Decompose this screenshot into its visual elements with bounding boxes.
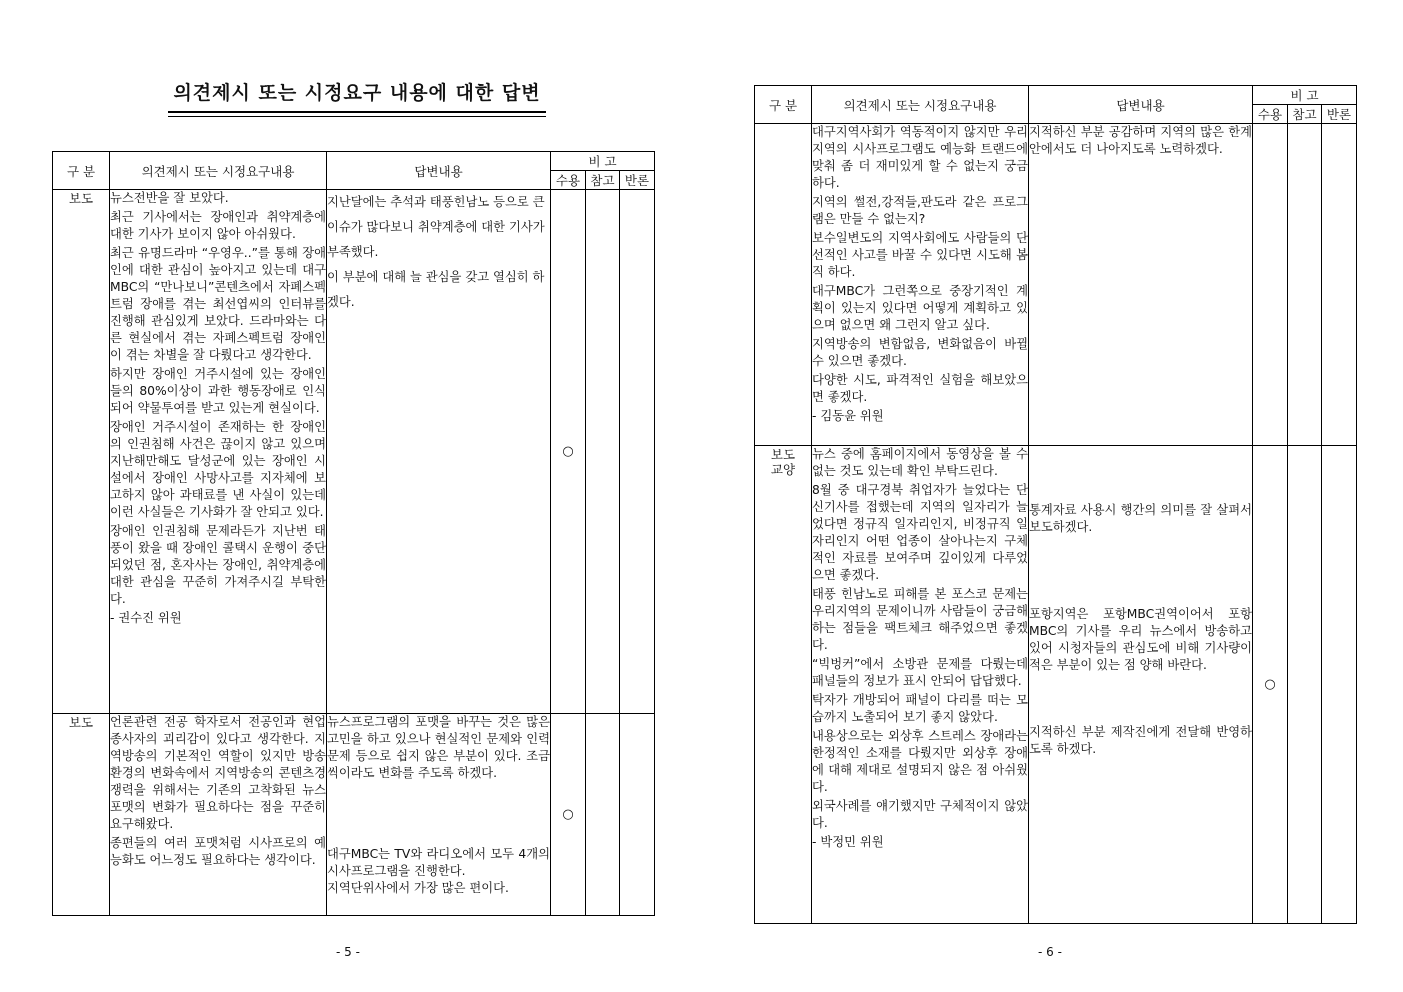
row-category bbox=[755, 124, 812, 446]
reference-cell bbox=[1288, 446, 1322, 924]
reject-cell bbox=[620, 714, 655, 916]
left-page-title-block bbox=[168, 78, 546, 117]
header-reject: 반론 bbox=[1322, 105, 1357, 124]
opinion-paragraph: 태풍 힌남노로 피해를 본 포스코 문제는 우리지역의 문제이니까 사람들이 궁금해 하는 점들을 팩트체크 해주었으면 좋겠다. bbox=[812, 587, 1028, 652]
answer-paragraph: 지적하신 부분 공감하며 지역의 많은 한계안에서도 더 나아지도록 노력하겠다. bbox=[1029, 125, 1252, 156]
opinion-paragraph: “빅벙커”에서 소방관 문제를 다뤘는데 패널들의 정보가 표시 안되어 답답했다. bbox=[812, 657, 1028, 688]
header-accept: 수용 bbox=[1253, 105, 1288, 124]
opinion-paragraph: 내용상으로는 외상후 스트레스 장애라는 한정적인 소재를 다뤘지만 외상후 장애에 대해 제대로 설명되지 않은 점 아쉬웠다. bbox=[812, 729, 1028, 794]
reference-cell bbox=[586, 190, 620, 714]
opinion-cell bbox=[812, 124, 1029, 446]
header-accept: 수용 bbox=[551, 171, 586, 190]
opinion-paragraph: 최근 기사에서는 장애인과 취약계층에 대한 기사가 보이지 않아 아쉬웠다. bbox=[110, 210, 326, 241]
opinion-paragraph: 대구MBC가 그런쪽으로 중장기적인 계획이 있는지 있다면 어떻게 계획하고 있으며 없으면 왜 그런지 알고 싶다. bbox=[812, 284, 1028, 332]
answer-paragraph: 통계자료 사용시 행간의 의미를 잘 살펴서 보도하겠다. bbox=[1029, 503, 1252, 534]
row-category: 보도 bbox=[53, 190, 110, 714]
opinion-paragraph: 최근 유명드라마 “우영우..”를 통해 장애인에 대한 관심이 높아지고 있는데 대구MBC의 “만나보니”콘텐츠에서 자폐스펙트럼 장애를 겪는 최선엽씨의 인터뷰를 진행해 관심있게 보았다. 드라마와는 다른 현실에서 겪는 자폐스펙트럼 장애인이 겪는 차별을 잘 다뤘다고 생각한다. bbox=[110, 246, 326, 362]
table-row bbox=[53, 190, 655, 714]
title-underline-thin bbox=[168, 116, 546, 117]
reject-cell bbox=[1322, 124, 1357, 446]
opinion-paragraph: 탁자가 개방되어 패널이 다리를 떠는 모습까지 노출되어 보기 좋지 않았다. bbox=[812, 693, 1028, 724]
header-opinion: 의견제시 또는 시정요구내용 bbox=[110, 152, 327, 190]
opinion-paragraph: 보수일변도의 지역사회에도 사람들의 단선적인 사고를 바꿀 수 있다면 시도해 봄직 하다. bbox=[812, 231, 1028, 279]
reference-cell bbox=[586, 714, 620, 916]
page-number: - 6 - bbox=[1038, 945, 1062, 959]
row-category: 보도 교양 bbox=[755, 446, 812, 924]
reject-cell bbox=[620, 190, 655, 714]
answer-paragraph: 뉴스프로그램의 포맷을 바꾸는 것은 많은 고민을 하고 있으나 현실적인 문제와 인력문제 등으로 쉽지 않은 부분이 있다. 조금씩이라도 변화를 주도록 하겠다. bbox=[327, 715, 550, 780]
committee-member: - 김동윤 위원 bbox=[812, 409, 884, 423]
opinion-cell bbox=[110, 714, 327, 916]
opinion-paragraph: 8월 중 대구경북 취업자가 늘었다는 단신기사를 접했는데 지역의 일자리가 늘었다면 정규직 일자리인지, 비정규직 일자리인지 어떤 업종이 살아나는지 구체적인 자료를 보여주며 깊이있게 다루었으면 좋겠다. bbox=[812, 483, 1028, 582]
opinion-paragraph: 지역의 썰전,강적들,판도라 같은 프로그램은 만들 수 없는지? bbox=[812, 195, 1028, 226]
opinion-paragraph: 종편들의 여러 포맷처럼 시사프로의 예능화도 어느정도 필요하다는 생각이다. bbox=[110, 836, 326, 867]
accept-mark: ○ bbox=[1253, 446, 1288, 924]
left-response-table bbox=[52, 151, 655, 916]
answer-cell bbox=[327, 714, 551, 916]
opinion-paragraph: 장애인 인권침해 문제라든가 지난번 태풍이 왔을 때 장애인 콜택시 운행이 중단되었던 점, 혼자사는 장애인, 취약계층에 대한 관심을 꾸준히 가져주시길 부탁한다. bbox=[110, 524, 326, 606]
answer-paragraph: 지적하신 부분 제작진에게 전달해 반영하도록 하겠다. bbox=[1029, 725, 1252, 756]
answer-paragraph: 이 부분에 대해 늘 관심을 갖고 열심히 하겠다. bbox=[327, 270, 545, 309]
answer-paragraph: 지역단위사에서 가장 많은 편이다. bbox=[327, 881, 509, 895]
opinion-paragraph: 대구지역사회가 역동적이지 않지만 우리지역의 시사프로그램도 예능화 트랜드에 맞춰 좀 더 재미있게 할 수 없는지 궁금하다. bbox=[812, 125, 1028, 190]
answer-paragraph: 지난달에는 추석과 태풍힌남노 등으로 큰 이슈가 많다보니 취약계층에 대한 기사가 부족했다. bbox=[327, 195, 545, 259]
header-answer: 답변내용 bbox=[1029, 86, 1253, 124]
accept-mark: ○ bbox=[551, 714, 586, 916]
opinion-paragraph: 다양한 시도, 파격적인 실험을 해보았으면 좋겠다. bbox=[812, 373, 1028, 404]
header-reference: 참고 bbox=[586, 171, 620, 190]
opinion-paragraph: 외국사례를 얘기했지만 구체적이지 않았다. bbox=[812, 799, 1028, 830]
table-row bbox=[755, 124, 1357, 446]
answer-cell bbox=[1029, 124, 1253, 446]
reference-cell bbox=[1288, 124, 1322, 446]
header-remarks: 비 고 bbox=[551, 152, 655, 171]
answer-paragraph: 포항지역은 포항MBC권역이어서 포항MBC의 기사를 우리 뉴스에서 방송하고 있어 시청자들의 관심도에 비해 기사량이 적은 부분이 있는 점 양해 바란다. bbox=[1029, 607, 1252, 672]
right-response-table bbox=[754, 85, 1357, 924]
reject-cell bbox=[1322, 446, 1357, 924]
header-remarks: 비 고 bbox=[1253, 86, 1357, 105]
opinion-paragraph: 장애인 거주시설이 존재하는 한 장애인의 인권침해 사건은 끊이지 않고 있으며 지난해만해도 달성군에 있는 장애인 시설에서 장애인 사망사고를 지자체에 보고하지 않아 과태료를 낸 사실이 있는데 이런 사실들은 기사화가 잘 안되고 있다. bbox=[110, 420, 326, 519]
header-category: 구 분 bbox=[53, 152, 110, 190]
header-opinion: 의견제시 또는 시정요구내용 bbox=[812, 86, 1029, 124]
page-number: - 5 - bbox=[336, 945, 360, 959]
answer-cell bbox=[1029, 446, 1253, 924]
committee-member: - 권수진 위원 bbox=[110, 611, 182, 625]
accept-mark bbox=[1253, 124, 1288, 446]
opinion-paragraph: 뉴스 중에 홈페이지에서 동영상을 볼 수 없는 것도 있는데 확인 부탁드린다. bbox=[812, 447, 1028, 478]
opinion-paragraph: 언론관련 전공 학자로서 전공인과 현업종사자의 괴리감이 있다고 생각한다. 지역방송의 기본적인 역할이 있지만 방송환경의 변화속에서 지역방송의 콘텐츠경쟁력을 위해서는 기존의 고착화된 뉴스포맷의 변화가 필요하다는 점을 꾸준히 요구해왔다. bbox=[110, 715, 326, 831]
opinion-cell bbox=[812, 446, 1029, 924]
header-reject: 반론 bbox=[620, 171, 655, 190]
header-reference: 참고 bbox=[1288, 105, 1322, 124]
opinion-paragraph: 뉴스전반을 잘 보았다. bbox=[110, 191, 229, 205]
opinion-paragraph: 지역방송의 변함없음, 변화없음이 바뀔 수 있으면 좋겠다. bbox=[812, 337, 1028, 368]
title-underline bbox=[168, 111, 546, 113]
opinion-cell bbox=[110, 190, 327, 714]
header-answer: 답변내용 bbox=[327, 152, 551, 190]
answer-cell bbox=[327, 190, 551, 714]
table-row bbox=[53, 714, 655, 916]
accept-mark: ○ bbox=[551, 190, 586, 714]
opinion-paragraph: 하지만 장애인 거주시설에 있는 장애인들의 80%이상이 과한 행동장애로 인식되어 약물투여를 받고 있는게 현실이다. bbox=[110, 367, 326, 415]
row-category: 보도 bbox=[53, 714, 110, 916]
table-row bbox=[755, 446, 1357, 924]
committee-member: - 박정민 위원 bbox=[812, 835, 884, 849]
answer-paragraph: 대구MBC는 TV와 라디오에서 모두 4개의 시사프로그램을 진행한다. bbox=[327, 847, 550, 878]
header-category: 구 분 bbox=[755, 86, 812, 124]
page-title: 의견제시 또는 시정요구 내용에 대한 답변 bbox=[173, 82, 541, 104]
